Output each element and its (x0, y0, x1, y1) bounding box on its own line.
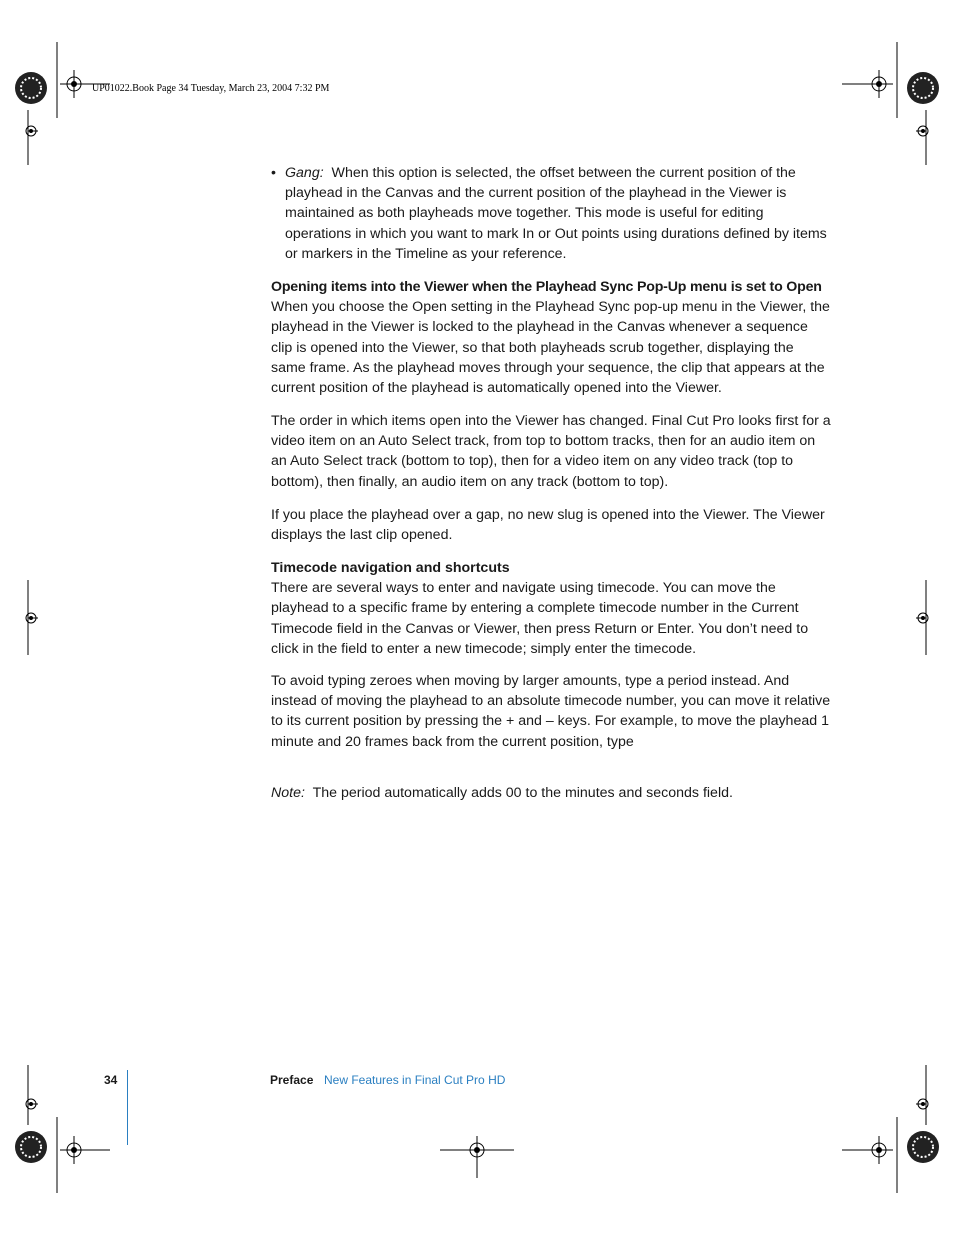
starburst-target-top-right (907, 72, 939, 104)
print-slug: UP01022.Book Page 34 Tuesday, March 23, 2004 7:32 PM (92, 83, 330, 94)
registration-target-top-right (842, 70, 893, 98)
note (271, 783, 831, 803)
note-text: The period automatically adds 00 to the minutes and seconds field. (312, 785, 733, 801)
bullet-item-gang (271, 163, 831, 264)
footer-chapter-link[interactable]: New Features in Final Cut Pro HD (324, 1073, 506, 1087)
registration-target-bottom-right (842, 1136, 893, 1164)
paragraph-open-order: The order in which items open into the Viewer has changed. Final Cut Pro looks first for a video item on an Auto Select track, from top to bottom tracks, then for an audio item on an Auto Select track (bottom to top), then for a video item on any video track (top to bottom), then finally, an audio item on any track (bottom to top). (271, 413, 831, 490)
paragraph: There are several ways to enter and navigate using timecode. You can move the playhead to a specific frame by entering a complete timecode number in the Current Timecode field in the Canvas or Viewer, then press Return or Enter. You don’t need to click in the field to enter a new timecode; simply enter the timecode. (271, 580, 809, 657)
section-heading: Timecode navigation and shortcuts (271, 560, 510, 576)
starburst-target-top-left (15, 72, 47, 104)
note-label: Note: (271, 785, 305, 801)
section-playhead-sync (271, 277, 831, 398)
paragraph: When you choose the Open setting in the Playhead Sync pop-up menu in the Viewer, the playhead in the Viewer is locked to the playhead in the Canvas whenever a sequence clip is opened into the Viewer, so that both playheads scrub together, displaying the same frame. As the playhead moves through your sequence, the clip that appears at the current position of the playhead is automatically opened into the Viewer. (271, 299, 830, 397)
section-timecode (271, 558, 831, 659)
footer-section: Preface (270, 1073, 314, 1087)
bullet-term: Gang: (285, 165, 324, 181)
paragraph-gap: If you place the playhead over a gap, no new slug is opened into the Viewer. The Viewer displays the last clip opened. (271, 507, 825, 544)
registration-target-bottom-center (440, 1136, 514, 1178)
bullet-text (285, 163, 831, 264)
registration-target-bottom-left (60, 1136, 110, 1164)
bullet-marker: • (271, 165, 276, 181)
paragraph-zeroes: To avoid typing zeroes when moving by larger amounts, type a period instead. And instead of moving the playhead to an absolute timecode number, you can move it relative to its current position by pressing the + and – keys. For example, to move the playhead 1 minute and 20 frames back from the current position, type (271, 673, 831, 750)
section-heading: Opening items into the Viewer when the Playhead Sync Pop-Up menu is set to Open (271, 279, 822, 295)
page-number: 34 (104, 1073, 118, 1087)
bullet-body: When this option is selected, the offset between the current position of the playhead in the Canvas and the current position of the playhead in the Viewer is maintained as both playheads move together. This mode is useful for editing operations in which you want to mark In or Out points using durations defined by items or markers in the Timeline as your reference. (285, 165, 827, 262)
footer-divider (127, 1070, 128, 1145)
starburst-target-bottom-right (907, 1131, 939, 1163)
starburst-target-bottom-left (15, 1131, 47, 1163)
